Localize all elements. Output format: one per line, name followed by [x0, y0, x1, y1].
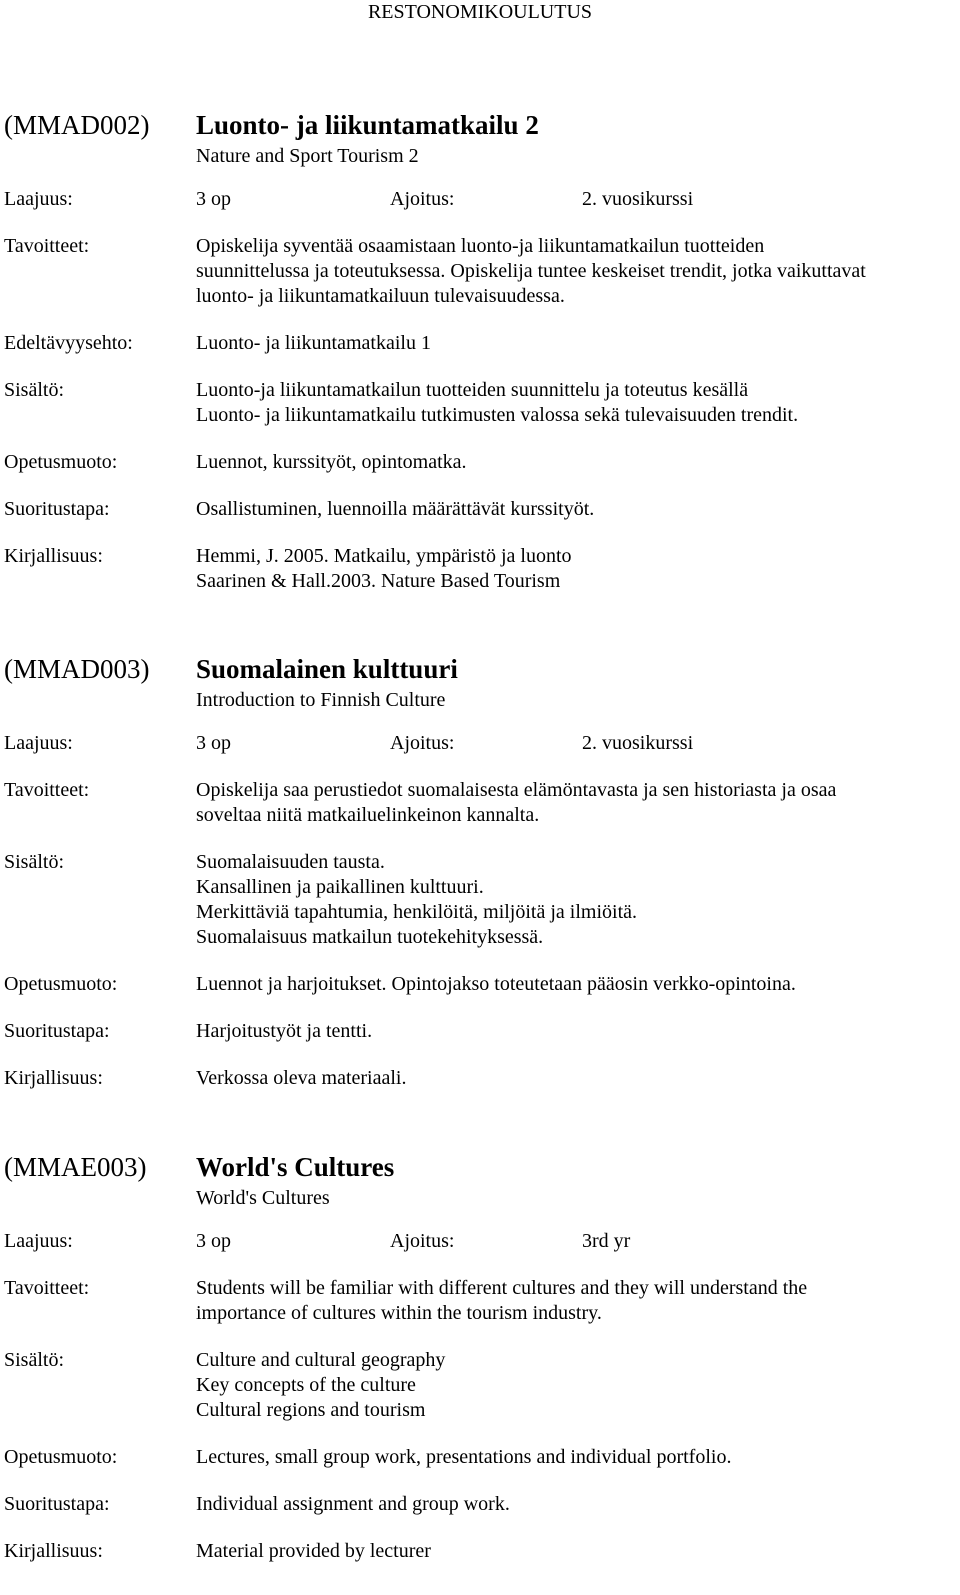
opetusmuoto-row: [0, 450, 960, 475]
edeltavyysehto-value: Luonto- ja liikuntamatkailu 1: [196, 332, 431, 354]
opetusmuoto-row: [0, 1445, 960, 1470]
course-heading: [0, 652, 960, 710]
ajoitus-value: 2. vuosikurssi: [582, 732, 694, 754]
opetusmuoto-label: Opetusmuoto:: [4, 1446, 118, 1468]
text-line: Opiskelija saa perustiedot suomalaisesta elämöntavasta ja sen historiasta ja osaa: [196, 779, 837, 801]
sisalto-text: [196, 1348, 960, 1423]
sisalto-text: [196, 378, 960, 428]
suoritustapa-value: Individual assignment and group work.: [196, 1493, 510, 1515]
course-subtitle: Introduction to Finnish Culture: [196, 689, 446, 711]
tavoitteet-label: Tavoitteet:: [4, 235, 90, 257]
suoritustapa-value: Osallistuminen, luennoilla määrättävät kurssityöt.: [196, 498, 595, 520]
laajuus-label: Laajuus:: [4, 732, 73, 754]
course-mmae003: [0, 1150, 960, 1564]
tavoitteet-row: [0, 234, 960, 309]
kirjallisuus-row: [0, 1066, 960, 1091]
sisalto-row: [0, 378, 960, 428]
kirjallisuus-row: [0, 544, 960, 594]
sisalto-text: [196, 850, 960, 950]
text-line: Verkossa oleva materiaali.: [196, 1067, 407, 1089]
kirjallisuus-label: Kirjallisuus:: [4, 1540, 103, 1562]
text-line: Suomalaisuuden tausta.: [196, 851, 385, 873]
suoritustapa-row: [0, 1019, 960, 1044]
text-line: suunnittelussa ja toteutuksessa. Opiskelija tuntee keskeiset trendit, jotka vaikuttavat: [196, 260, 866, 282]
opetusmuoto-value: Luennot ja harjoitukset. Opintojakso toteutetaan pääosin verkko-opintoina.: [196, 973, 796, 995]
course-subtitle: Nature and Sport Tourism 2: [196, 145, 419, 167]
laajuus-label: Laajuus:: [4, 188, 73, 210]
edeltavyysehto-label: Edeltävyysehto:: [4, 332, 133, 354]
kirjallisuus-row: [0, 1539, 960, 1564]
course-subtitle: World's Cultures: [196, 1187, 330, 1209]
text-line: Merkittäviä tapahtumia, henkilöitä, miljöitä ja ilmiöitä.: [196, 901, 638, 923]
tavoitteet-text: [196, 1276, 960, 1326]
text-line: Hemmi, J. 2005. Matkailu, ympäristö ja luonto: [196, 545, 572, 567]
suoritustapa-row: [0, 497, 960, 522]
course-mmad002: [0, 108, 960, 594]
text-line: Opiskelija syventää osaamistaan luonto-ja liikuntamatkailun tuotteiden: [196, 235, 765, 257]
text-line: luonto- ja liikuntamatkailuun tulevaisuudessa.: [196, 285, 565, 307]
opetusmuoto-label: Opetusmuoto:: [4, 451, 118, 473]
page-header: RESTONOMIKOULUTUS: [367, 1, 593, 23]
text-line: Key concepts of the culture: [196, 1374, 416, 1396]
ajoitus-label: Ajoitus:: [390, 732, 455, 754]
course-title: Suomalainen kulttuuri: [196, 654, 458, 684]
opetusmuoto-row: [0, 972, 960, 997]
text-line: Suomalaisuus matkailun tuotekehityksessä.: [196, 926, 544, 948]
ajoitus-value: 3rd yr: [582, 1230, 631, 1252]
kirjallisuus-text: [196, 544, 960, 594]
course-code: (MMAE003): [4, 1152, 147, 1182]
course-heading: [0, 1150, 960, 1208]
course-title: World's Cultures: [196, 1152, 395, 1182]
kirjallisuus-label: Kirjallisuus:: [4, 545, 103, 567]
schedule-row: [0, 1229, 960, 1254]
suoritustapa-row: [0, 1492, 960, 1517]
text-line: Luonto-ja liikuntamatkailun tuotteiden suunnittelu ja toteutus kesällä: [196, 379, 749, 401]
opetusmuoto-value: Luennot, kurssityöt, opintomatka.: [196, 451, 467, 473]
edeltavyysehto-row: [0, 331, 960, 356]
text-line: Kansallinen ja paikallinen kulttuuri.: [196, 876, 484, 898]
laajuus-value: 3 op: [196, 732, 231, 754]
text-line: Material provided by lecturer: [196, 1540, 431, 1562]
ajoitus-label: Ajoitus:: [390, 188, 455, 210]
tavoitteet-row: [0, 778, 960, 828]
sisalto-label: Sisältö:: [4, 851, 65, 873]
tavoitteet-text: [196, 234, 960, 309]
suoritustapa-value: Harjoitustyöt ja tentti.: [196, 1020, 373, 1042]
course-heading: [0, 108, 960, 166]
text-line: importance of cultures within the tourism industry.: [196, 1302, 602, 1324]
tavoitteet-label: Tavoitteet:: [4, 779, 90, 801]
opetusmuoto-label: Opetusmuoto:: [4, 973, 118, 995]
course-title: Luonto- ja liikuntamatkailu 2: [196, 110, 539, 140]
text-line: Students will be familiar with different cultures and they will understand the: [196, 1277, 808, 1299]
tavoitteet-row: [0, 1276, 960, 1326]
kirjallisuus-label: Kirjallisuus:: [4, 1067, 103, 1089]
kirjallisuus-text: [196, 1539, 960, 1564]
text-line: soveltaa niitä matkailuelinkeinon kannalta.: [196, 804, 540, 826]
course-code: (MMAD002): [4, 110, 150, 140]
course-mmad003: [0, 652, 960, 1091]
schedule-row: [0, 187, 960, 212]
laajuus-label: Laajuus:: [4, 1230, 73, 1252]
tavoitteet-text: [196, 778, 960, 828]
sisalto-row: [0, 850, 960, 950]
suoritustapa-label: Suoritustapa:: [4, 1493, 110, 1515]
text-line: Luonto- ja liikuntamatkailu tutkimusten valossa sekä tulevaisuuden trendit.: [196, 404, 799, 426]
sisalto-label: Sisältö:: [4, 1349, 65, 1371]
course-code: (MMAD003): [4, 654, 150, 684]
text-line: Culture and cultural geography: [196, 1349, 446, 1371]
sisalto-row: [0, 1348, 960, 1423]
sisalto-label: Sisältö:: [4, 379, 65, 401]
tavoitteet-label: Tavoitteet:: [4, 1277, 90, 1299]
text-line: Cultural regions and tourism: [196, 1399, 426, 1421]
suoritustapa-label: Suoritustapa:: [4, 1020, 110, 1042]
laajuus-value: 3 op: [196, 1230, 231, 1252]
ajoitus-value: 2. vuosikurssi: [582, 188, 694, 210]
ajoitus-label: Ajoitus:: [390, 1230, 455, 1252]
laajuus-value: 3 op: [196, 188, 231, 210]
text-line: Saarinen & Hall.2003. Nature Based Tourism: [196, 570, 561, 592]
opetusmuoto-value: Lectures, small group work, presentations and individual portfolio.: [196, 1446, 732, 1468]
schedule-row: [0, 731, 960, 756]
suoritustapa-label: Suoritustapa:: [4, 498, 110, 520]
kirjallisuus-text: [196, 1066, 960, 1091]
